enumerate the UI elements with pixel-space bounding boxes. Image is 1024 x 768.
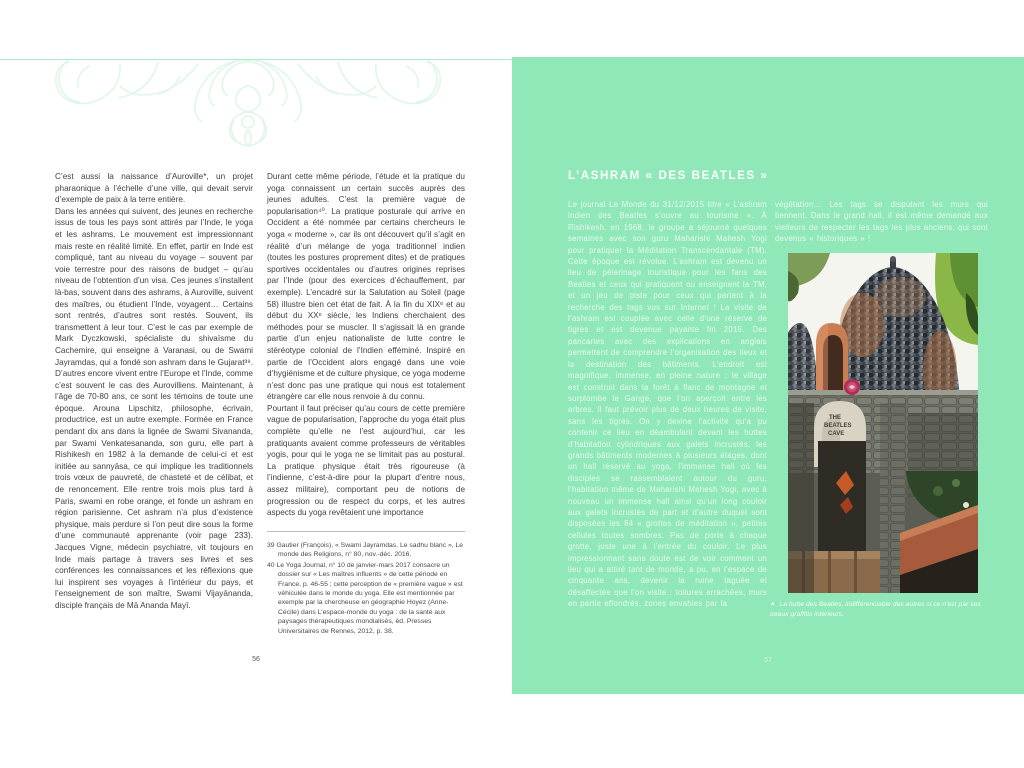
photo-sign-line2: BEATLES bbox=[824, 423, 852, 429]
right-column-2: végétation… Les tags se disputent les murs qui tiennent. Dans le grand hall, il est même demandé aux visiteurs de respecter les tags les plus anciens, qui sont devenus « historiques » ! bbox=[775, 200, 988, 244]
caption-text: La hutte des Beatles, indifférenciable des autres si ce n’est par ses beaux graffitis intérieurs. bbox=[770, 601, 981, 619]
photo-sign-line3: CAVE bbox=[828, 431, 845, 437]
page-number-right: 57 bbox=[764, 657, 772, 664]
paragraph: Dans les années qui suivent, des jeunes en recherche issus de tous les pays sont attirés par l’Inde, le yoga et les ashrams. Le mouvement est impressionnant mais reste en réalité limité. En effet, partir en Inde est compliqué, tant au niveau du voyage – souvent par voie terrestre pour des raisons de budget – qu’au niveau de l’obtention d’un visa. Ces jeunes s’installent là-bas, souvent dans des ashrams, à Auroville, suivent des maîtres, ou étudient l’Inde, voyagent… Certains sont rentrés, d’autres sont restés. Souvent, ils transmettent à leur tour. C’est le cas par exemple de Mark Dyczkowski, spécialiste du shivaïsme du Cachemire, qui enseigne à Varanasi, ou de Swami Jayramdas, qui a fondé son ashram dans le Gujarat³⁹. D’autres encore vivent entre l’Europe et l’Inde, comme c’est souvent le cas des Aurovilliens. Maintenant, à l’âge de 70-80 ans, ce sont les témoins de toute une époque. Arouna Lipschitz, philosophe, écrivain, productrice, est un autre exemple. Formée en France pendant dix ans dans la lignée de Swami Sivananda, par Swami Venkatesananda, son guru, elle part à Rishikesh en 1982 à la demande de celui-ci et est initiée au sannyāsa, ce qui implique les traditionnels trois vœux de pauvreté, de chasteté et de célibat, et de renoncement. Elle rentre trois mois plus tard à Paris, swami en robe orange, et fonde un ashram en région parisienne. Cet ashram n’a plus d’existence physique, mais perdure si l’on peut dire sous la forme d’une communauté apprenante (voir page 233). Jacques Vigne, médecin psychiatre, vit toujours en Inde mais partage à travers ses livres et ses conférences les connaissances et les réflexions que lui inspirent ses voyages à l’intérieur du pays, et l’enseignement de son maître, Swami Vijayānanda, disciple français de Mā Ananda Mayī. bbox=[55, 206, 253, 610]
paragraph: C’est aussi la naissance d’Auroville*, un projet pharaonique à l’échelle d’une ville, qui devait servir d’exemple de paix à la terre entière. bbox=[55, 172, 253, 205]
photo-sign-line1: THE bbox=[829, 415, 841, 421]
right-column-1: Le journal Le Monde du 31/12/2015 titre « L’ashram indien des Beatles s’ouvre au tourisme ». À Rishikesh, en 1968, le groupe a séjourné quelques semaines avec son guru Maharishi Mahesh Yogi pour pratiquer la Méditation Transcendantale (TM). Cette époque est révolue. L’ashram est devenu un lieu de pèlerinage touristique pour les fans des Beatles et ceux qui pratiquent ou enseignent la TM, et un jeu de piste pour ceux qui partent à la recherche des tags vus sur Internet ! La visite de l’ashram est couplée avec celle d’une réserve de tigres et est devenue payante fin 2015. Des pancartes avec des explications en anglais permettent de comprendre l’organisation des lieux et la destination des bâtiments. L’endroit est magnifique, immense, en pleine nature : le village est construit dans la forêt à flanc de montagne et surplombe le Gange, que l’on aperçoit entre les arbres. Il faut prévoir plus de deux heures de visite, sans les tigres. On y devine l’activité qu’a pu contenir ce lieu en déambulant devant les huttes d’habitation cylindriques aux galets incrustés, les grands bâtiments modernes à plusieurs étages, dont un hall réservé au yoga, l’immense hall où les disciples se rassemblaient autour du guru, l’habitation même de Maharishi Mahesh Yogi, avec à nouveau un immense hall ainsi qu’un long couloir aux galets incrustés de part et d’autre duquel sont disposées les 84 « grottes de méditation », petites cellules toutes sombres. Pas de porte à chaque grotte, juste une à l’entrée du couloir. Le plus impressionnant sans doute est de voir comment un lieu qui a attiré tant de monde, a pu, en l’espace de cinquante ans, devenir la ruine taguée et désaffectée que l’on visite : toitures arrachées, murs en partie effondrés, zones envahies par la bbox=[568, 200, 767, 609]
page-number-left: 56 bbox=[252, 656, 260, 663]
floral-ornament-icon bbox=[38, 60, 458, 148]
paragraph: Pourtant il faut préciser qu’au cours de cette première vague de popularisation, l’approche du yoga était plus complète qu’elle ne l’est aujourd’hui, car les pratiquants avaient comme professeurs de véritables yogis, pour qui le yoga ne se limitait pas au postural. La pratique physique était très rigoureuse (à l’indienne, c’est-à-dire pour la plupart d’entre nous, assez militaire), comportant peu de notions de progression ou de respect du corps, et les autres aspects du yoga revêtaient une importance bbox=[267, 403, 465, 518]
footnotes bbox=[267, 531, 467, 637]
left-column-2 bbox=[267, 171, 465, 519]
header-rule bbox=[0, 59, 512, 60]
footnote-39: 39 Gautier (François), « Swami Jayramdas. Le sadhu blanc », Le monde des Religions, n° 80, nov.-déc. 2016. bbox=[267, 542, 464, 559]
right-page bbox=[512, 57, 1024, 694]
footnote-rule bbox=[267, 531, 465, 532]
paragraph: Durant cette même période, l’étude et la pratique du yoga connaissent un certain succès auprès des jeunes adultes. C’est la première vague de popularisation⁴⁰. La pratique posturale qui arrive en Occident a été nommée par certains chercheurs le yoga « moderne », car ils ont découvert qu’il s’agit en réalité d’un mélange de yoga traditionnel indien (toutes les postures proprement dites) et de pratiques sportives occidentales ou d’autres origines reprises par l’Inde (pour des exercices d’échauffement, par exemple). L’encadré sur la Salutation au Soleil (page 58) illustre bien cet état de fait. À la fin du XIXᵉ et au début du XXᵉ siècle, les Indiens cherchaient des méthodes pour se muscler. Il s’agissait là en grande partie d’un enjeu nationaliste de lutte contre le stéréotype colonial de l’Indien efféminé. Inspiré en partie de l’Occident alors engagé dans une voie d’hygiénisme et de culture physique, ce yoga moderne n’est donc pas une pratique qui nous est totalement étrangère car elle nous renvoie à du connu. bbox=[267, 172, 465, 402]
left-column-1 bbox=[55, 171, 253, 612]
photo-caption bbox=[770, 600, 991, 621]
ashram-photo bbox=[788, 253, 978, 593]
section-heading: L’ASHRAM « DES BEATLES » bbox=[568, 170, 769, 182]
ashram-photo-illustration bbox=[788, 253, 978, 593]
footnote-40: 40 Le Yoga Journal, n° 10 de janvier-mars 2017 consacre un dossier sur « Les maîtres influents » de cette période en France, p. 46-55 ; cette perception de « première vague » est véhiculée dans le monde du yoga. Elle est mentionnée par exemple par la chercheuse en géographie Hoyez (Anne-Cécile) dans L’espace-monde du yoga : de la santé aux paysages thérapeutiques mondialisés, éd. Presses Universitaires de Rennes, 2012, p. 38. bbox=[267, 561, 463, 635]
caption-triangle-icon: ▲ bbox=[770, 601, 776, 607]
